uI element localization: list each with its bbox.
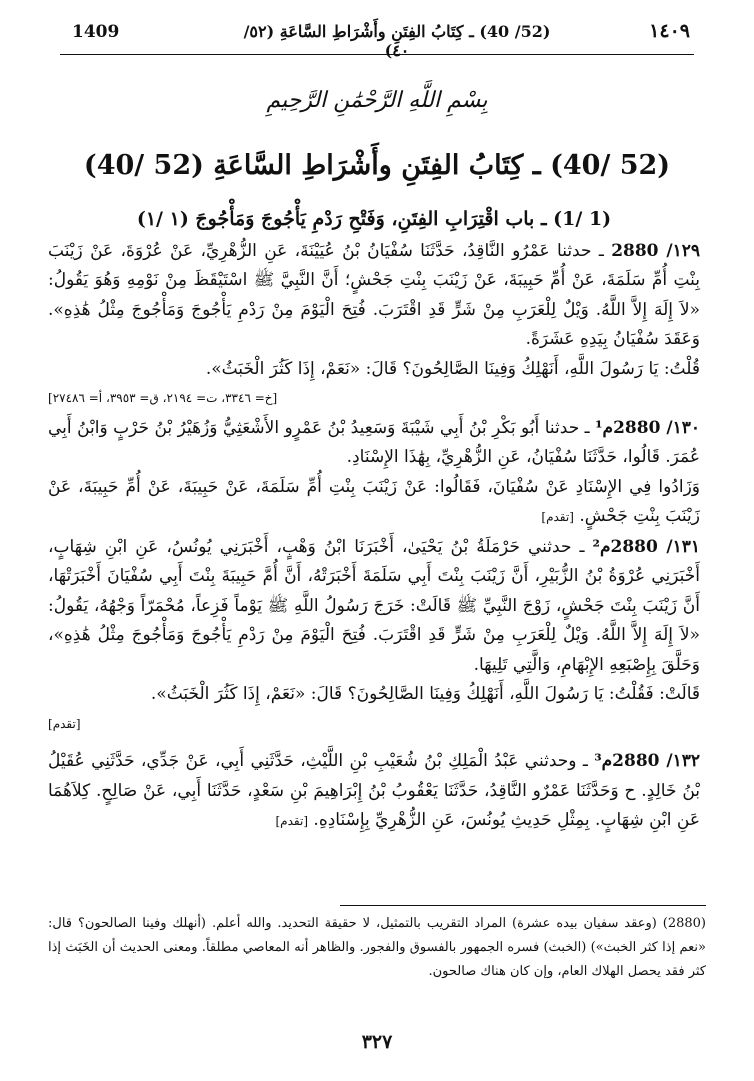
hadith-text: وَزَادُوا فِي الإِسْنَادِ عَنْ سُفْيَانَ، فَقَالُوا: عَنْ زَيْنَبَ بِنْتِ أُمِّ سَلَمَةَ، عَنْ حَبِيبَةَ، عَنْ أُمِّ حَبِيبَةَ، عَنْ زَيْنَبَ بِنْتِ جَحْشٍ.: [48, 476, 700, 526]
hadith-number: ١٣٠/ 2880م¹: [595, 417, 700, 438]
book-title: (52 /40) ـ كِتَابُ الفِتَنِ وأَشْرَاطِ السَّاعَةِ (52 /40): [83, 150, 671, 181]
hadith-text: ـ حدثنا عَمْرُو النَّاقِدُ، حَدَّثَنَا سُفْيَانُ بْنُ عُيَيْنَةَ، عَنِ الزُّهْرِيِّ، عَنْ عُرْوَةَ، عَنْ زَيْنَبَ بِنْتِ أُمِّ سَلَمَةَ، عَنْ أُمِّ حَبِيبَةَ، عَنْ زَيْنَبَ بِنْتِ جَحْشٍ؛ أَنَّ النَّبِيَّ ﷺ اسْتَيْقَظَ مِنْ نَوْمِهِ وَهُوَ يَقُولُ: «لاَ إِلَهَ إِلاَّ اللَّهُ. وَيْلٌ لِلْعَرَبِ مِنْ شَرٍّ قَدِ اقْتَرَبَ. فُتِحَ الْيَوْمَ مِنْ رَدْمِ يَأْجُوجَ وَمَأْجُوجَ مِثْلُ هَٰذِهِ». وَعَقَدَ سُفْيَانُ بِيَدِهِ عَشَرَةً.: [48, 240, 700, 349]
hadith-reference: [تقدم]: [48, 716, 81, 731]
running-header: [60, 18, 694, 60]
hadith-paragraph: [48, 747, 700, 837]
hadith-reference: [تقدم]: [275, 814, 309, 828]
hadith-reference: [خ= ٣٣٤٦، ت= ٢١٩٤، ق= ٣٩٥٣، أ= ٢٧٤٨٦]: [48, 391, 278, 405]
hadith-text: ـ وحدثني عَبْدُ الْمَلِكِ بْنُ شُعَيْبِ بْنِ اللَّيْثِ، حَدَّثَنِي أَبِي، عَنْ جَدِّي، حَدَّثَنِي عُقَيْلُ بْنُ خَالِدٍ. ح وَحَدَّثَنَا عَمْرٌو النَّاقِدُ، حَدَّثَنَا يَعْقُوبُ بْنُ إِبْرَاهِيمَ بْنِ سَعْدٍ، حَدَّثَنَا أَبِي، عَنْ صَالِحٍ. كِلاَهُمَا عَنِ ابْنِ شِهَابٍ. بِمِثْلِ حَدِيثِ يُونُسَ، عَنِ الزُّهْرِيِّ بِإِسْنَادِهِ.: [48, 751, 700, 830]
footnote-divider: [340, 905, 706, 906]
hadith-text: ـ حدثنا أَبُو بَكْرِ بْنُ أَبِي شَيْبَةَ وَسَعِيدُ بْنُ عَمْرٍو الأَشْعَثِيُّ وَزُهَيْرُ بْنُ حَرْبٍ وَابْنُ أَبِي عُمَرَ. قَالُوا، حَدَّثَنَا سُفْيَانُ، عَنِ الزُّهْرِيِّ، بِهَٰذَا الإِسْنَادِ.: [48, 417, 700, 467]
hadith-paragraph: [48, 414, 700, 473]
footnotes: [48, 912, 706, 984]
running-title: (52/ 40) ـ كِتَابُ الفِتَنِ وأَشْرَاطِ السَّاعَةِ (٥٢/ ٤٠): [243, 22, 551, 60]
hadith-text: قُلْتُ: يَا رَسُولَ اللَّهِ، أَنَهْلِكُ وَفِينَا الصَّالِحُونَ؟ قَالَ: «نَعَمْ، إِذَا كَثُرَ الْخَبَثُ».: [205, 358, 700, 379]
chapter-heading: (1 /1) ـ باب اقْتِرَابِ الفِتَنِ، وَفَتْحِ رَدْمِ يَأْجُوجَ وَمَأْجُوجَ (١ /١): [136, 208, 612, 230]
hadith-paragraph: [48, 237, 700, 355]
hadith-paragraph: [48, 355, 700, 385]
hadith-text: ـ حدثني حَرْمَلَةُ بْنُ يَحْيَىٰ، أَخْبَرَنَا ابْنُ وَهْبٍ، أَخْبَرَنِي يُونُسُ، عَنِ ابْنِ شِهَابٍ، أَخْبَرَنِي عُرْوَةُ بْنُ الزُّبَيْرِ، أَنَّ زَيْنَبَ بِنْتَ أَبِي سَلَمَةَ أَخْبَرَتْهُ، أَنَّ أُمَّ حَبِيبَةَ بِنْتَ أَبِي سُفْيَانَ أَخْبَرَتْهَا، أَنَّ زَيْنَبَ بِنْتَ جَحْشٍ، زَوْجَ النَّبِيِّ ﷺ قَالَتْ: خَرَجَ رَسُولُ اللَّهِ ﷺ يَوْماً فَزِعاً، مُحْمَرّاً وَجْهُهُ، يَقُولُ: «لاَ إِلَهَ إِلاَّ اللَّهُ. وَيْلٌ لِلْعَرَبِ مِنْ شَرٍّ قَدِ اقْتَرَبَ. فُتِحَ الْيَوْمَ مِنْ رَدْمِ يَأْجُوجَ وَمَأْجُوجَ مِثْلُ هَٰذِهِ»، وَحَلَّقَ بِإِصْبَعِهِ الإِبْهَامِ، وَالَّتِي تَلِيهَا.: [48, 536, 700, 675]
main-text: [48, 205, 700, 837]
page-number-latin: 1409: [72, 22, 120, 42]
hadith-paragraph: [48, 473, 700, 533]
page-number-arabic: ١٤٠٩: [649, 20, 690, 42]
footnote: (2880) (وعقد سفيان بيده عشرة) المراد التقريب بالتمثيل، لا حقيقة التحديد. والله أعلم. (أنهلك وفينا الصالحون؟ قال: «نعم إذا كثر الخبث») (الخبث) فسره الجمهور بالفسوق والفجور. والظاهر أنه المعاصي مطلقاً. ومعنى الحديث أن الخَبَث إذا كثر فقد يحصل الهلاك العام، وإن كان هناك صالحون.: [48, 916, 706, 979]
basmala: بِسْمِ اللَّهِ الرَّحْمَٰنِ الرَّحِيمِ: [266, 88, 488, 113]
hadith-reference: [تقدم]: [541, 510, 574, 524]
hadith-text: قَالَتْ: فَقُلْتُ: يَا رَسُولَ اللَّهِ، أَنَهْلِكُ وَفِينَا الصَّالِحُونَ؟ قَالَ: «نَعَمْ، إِذَا كَثُرَ الْخَبَثُ».: [150, 684, 700, 704]
hadith-paragraph: [48, 533, 700, 681]
hadith-number: ١٣١/ 2880م²: [592, 536, 700, 557]
hadith-paragraph: [48, 680, 700, 710]
footer-page-number: ٣٢٧: [361, 1031, 393, 1053]
hadith-number: ١٢٩/ 2880: [611, 240, 700, 261]
hadith-number: ١٣٢/ 2880م³: [594, 751, 700, 771]
